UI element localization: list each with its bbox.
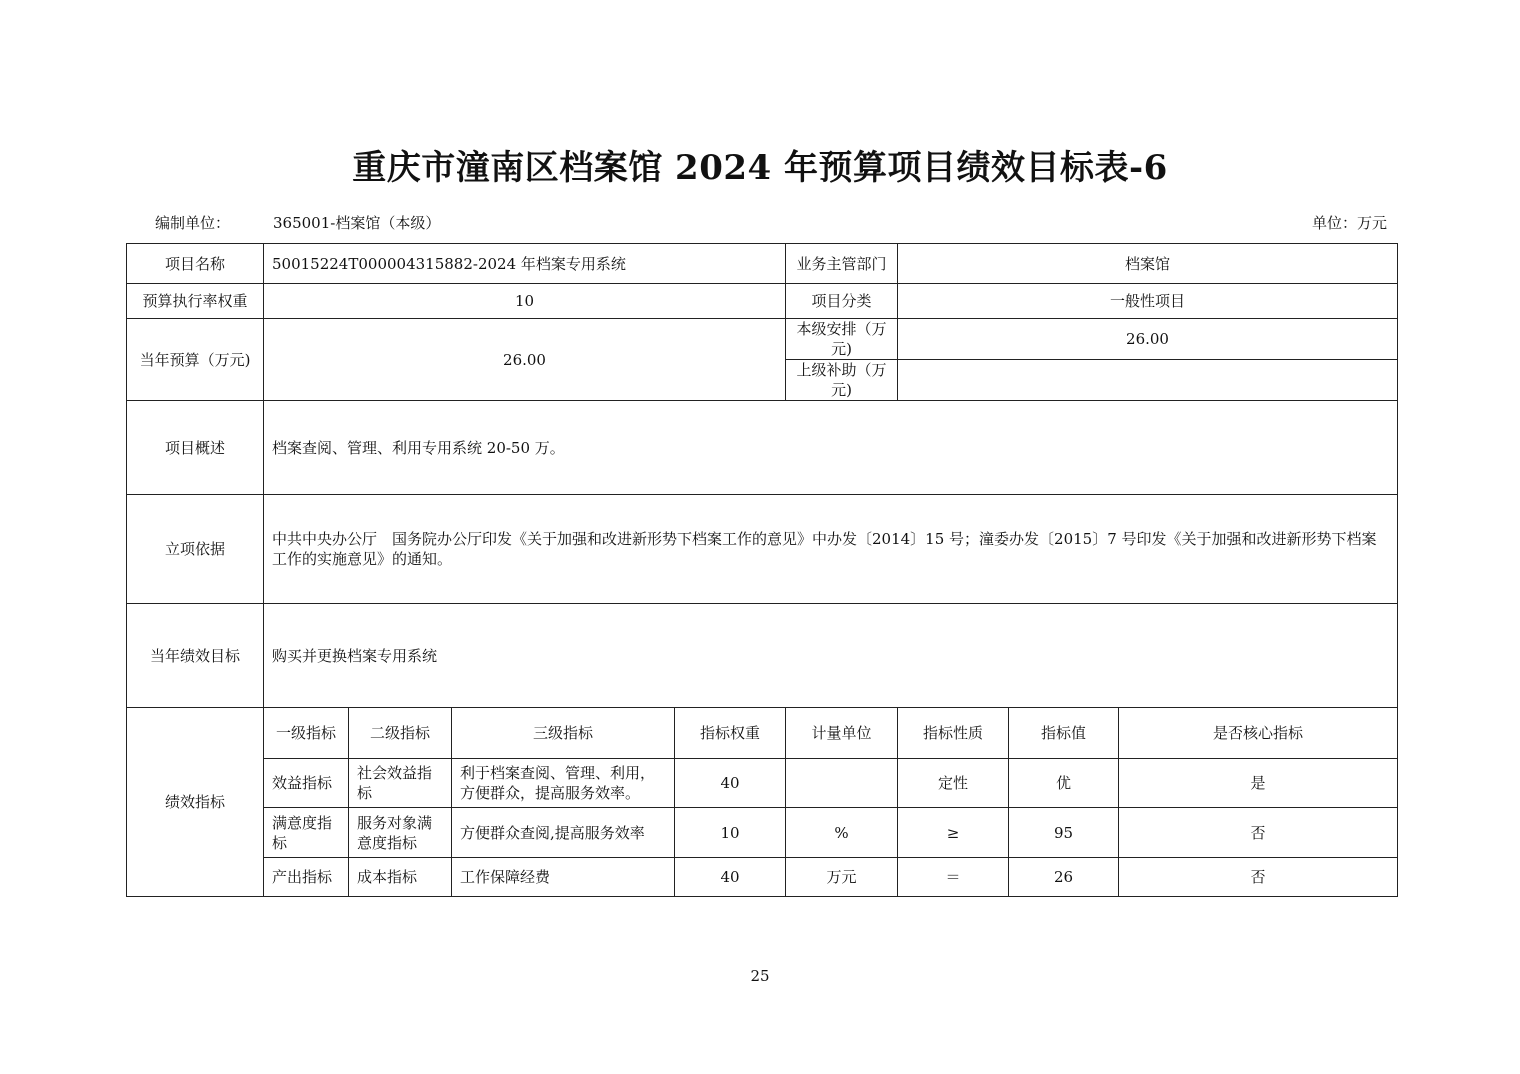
header-level1: 一级指标 <box>264 708 349 759</box>
indicator-nature: ＝ <box>898 858 1009 897</box>
project-name-value: 50015224T000004315882-2024 年档案专用系统 <box>264 244 786 284</box>
header-level3: 三级指标 <box>452 708 675 759</box>
indicator-unit: 万元 <box>786 858 898 897</box>
indicator-value: 95 <box>1009 808 1119 858</box>
basis-value: 中共中央办公厅 国务院办公厅印发《关于加强和改进新形势下档案工作的意见》中办发〔2014〕15 号；潼委办发〔2015〕7 号印发《关于加强和改进新形势下档案工作的实施意见》的通知。 <box>264 495 1398 604</box>
header-core: 是否核心指标 <box>1119 708 1398 759</box>
performance-table <box>126 243 1398 897</box>
indicator-row <box>127 759 1398 808</box>
header-unit: 计量单位 <box>786 708 898 759</box>
indicator-nature: 定性 <box>898 759 1009 808</box>
header-nature: 指标性质 <box>898 708 1009 759</box>
indicator-core: 是 <box>1119 759 1398 808</box>
row-project-name <box>127 244 1398 284</box>
org-value: 365001-档案馆（本级） <box>273 214 441 232</box>
money-unit: 单位：万元 <box>1311 214 1387 232</box>
header-value: 指标值 <box>1009 708 1119 759</box>
dept-value: 档案馆 <box>898 244 1398 284</box>
indicator-nature: ≥ <box>898 808 1009 858</box>
budget-value: 26.00 <box>264 319 786 401</box>
local-value: 26.00 <box>898 319 1398 360</box>
indicator-weight: 10 <box>675 808 786 858</box>
category-value: 一般性项目 <box>898 284 1398 319</box>
header-weight: 指标权重 <box>675 708 786 759</box>
local-label: 本级安排（万元) <box>786 319 898 360</box>
indicator-level2: 服务对象满意度指标 <box>349 808 452 858</box>
goal-value: 购买并更换档案专用系统 <box>264 604 1398 708</box>
page-title: 重庆市潼南区档案馆 2024 年预算项目绩效目标表-6 <box>352 148 1168 188</box>
weight-label: 预算执行率权重 <box>127 284 264 319</box>
indicator-level3: 利于档案查阅、管理、利用，方便群众，提高服务效率。 <box>452 759 675 808</box>
indicator-unit: % <box>786 808 898 858</box>
page-number: 25 <box>750 967 770 985</box>
indicator-level3: 工作保障经费 <box>452 858 675 897</box>
indicator-row <box>127 808 1398 858</box>
indicator-level1: 满意度指标 <box>264 808 349 858</box>
indicator-label: 绩效指标 <box>127 708 264 897</box>
indicator-core: 否 <box>1119 808 1398 858</box>
row-basis <box>127 495 1398 604</box>
row-weight <box>127 284 1398 319</box>
indicator-header-row <box>127 708 1398 759</box>
row-budget <box>127 319 1398 360</box>
indicator-weight: 40 <box>675 858 786 897</box>
indicator-level1: 产出指标 <box>264 858 349 897</box>
overview-label: 项目概述 <box>127 401 264 495</box>
indicator-value: 26 <box>1009 858 1119 897</box>
indicator-level3: 方便群众查阅,提高服务效率 <box>452 808 675 858</box>
indicator-unit <box>786 759 898 808</box>
budget-label: 当年预算（万元) <box>127 319 264 401</box>
indicator-level2: 成本指标 <box>349 858 452 897</box>
header-level2: 二级指标 <box>349 708 452 759</box>
basis-label: 立项依据 <box>127 495 264 604</box>
weight-value: 10 <box>264 284 786 319</box>
row-goal <box>127 604 1398 708</box>
indicator-value: 优 <box>1009 759 1119 808</box>
dept-label: 业务主管部门 <box>786 244 898 284</box>
upper-label: 上级补助（万元) <box>786 360 898 401</box>
indicator-level1: 效益指标 <box>264 759 349 808</box>
goal-label: 当年绩效目标 <box>127 604 264 708</box>
indicator-row <box>127 858 1398 897</box>
upper-value <box>898 360 1398 401</box>
category-label: 项目分类 <box>786 284 898 319</box>
indicator-core: 否 <box>1119 858 1398 897</box>
project-name-label: 项目名称 <box>127 244 264 284</box>
org-label: 编制单位： <box>155 214 231 232</box>
indicator-weight: 40 <box>675 759 786 808</box>
row-overview <box>127 401 1398 495</box>
overview-value: 档案查阅、管理、利用专用系统 20-50 万。 <box>264 401 1398 495</box>
indicator-level2: 社会效益指标 <box>349 759 452 808</box>
